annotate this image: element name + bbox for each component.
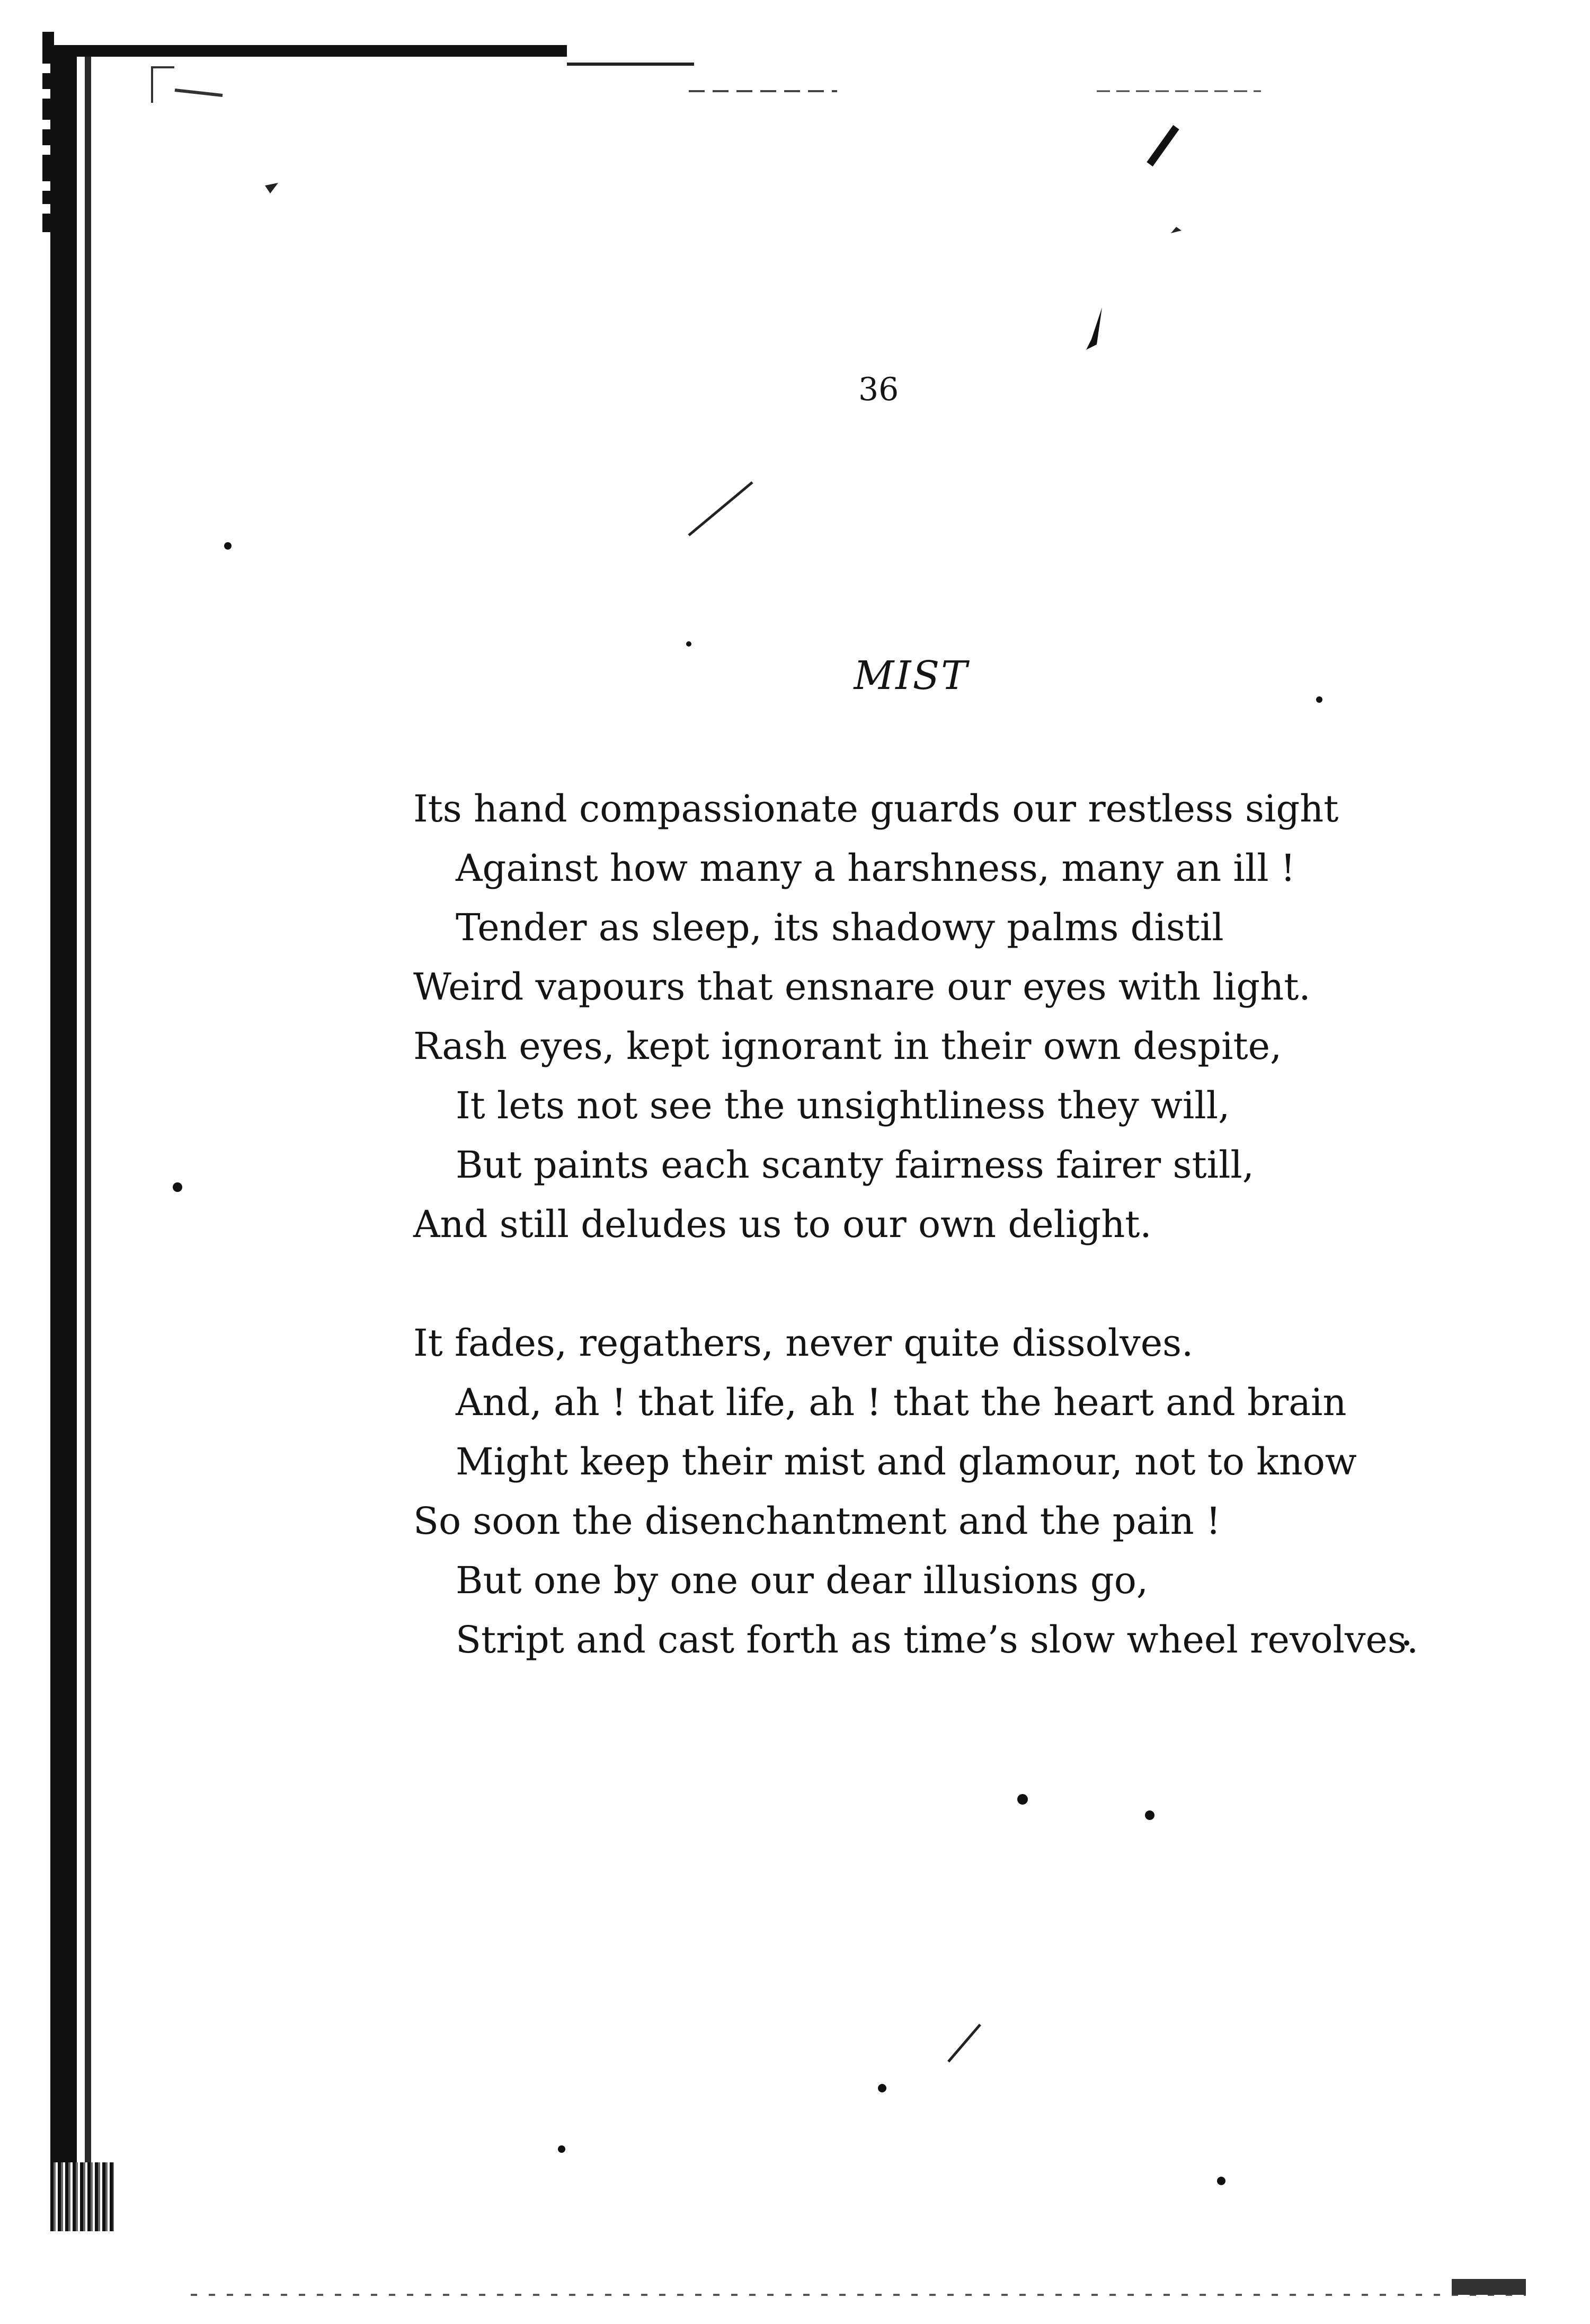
poem-line: So soon the disenchantment and the pain ! (413, 1499, 1221, 1543)
poem-body (413, 779, 1499, 1669)
poem-stanza (413, 1313, 1499, 1669)
poem-line: Its hand compassionate guards our restless sight (413, 787, 1339, 830)
poem-line: It lets not see the unsightliness they will, (456, 1084, 1230, 1127)
poem-title: MIST (854, 653, 969, 699)
poem-line: Weird vapours that ensnare our eyes with light. (413, 965, 1311, 1009)
poem-line: Against how many a harshness, many an ill ! (456, 846, 1295, 890)
poem-line: And still deludes us to our own delight. (413, 1203, 1152, 1246)
poem-line: And, ah ! that life, ah ! that the heart and brain (456, 1381, 1347, 1424)
page-number: 36 (858, 371, 899, 408)
poem-line: Might keep their mist and glamour, not to know (456, 1440, 1357, 1483)
poem-line: But one by one our dear illusions go, (456, 1559, 1149, 1602)
poem-line: Tender as sleep, its shadowy palms distil (456, 906, 1224, 949)
poem-line: But paints each scanty fairness fairer still, (456, 1143, 1254, 1187)
poem-line: It fades, regathers, never quite dissolves. (413, 1321, 1194, 1365)
poem-line: Rash eyes, kept ignorant in their own despite, (413, 1024, 1282, 1068)
poem-line: Stript and cast forth as time’s slow wheel revolves. (456, 1618, 1419, 1662)
poem-stanza (413, 779, 1499, 1254)
